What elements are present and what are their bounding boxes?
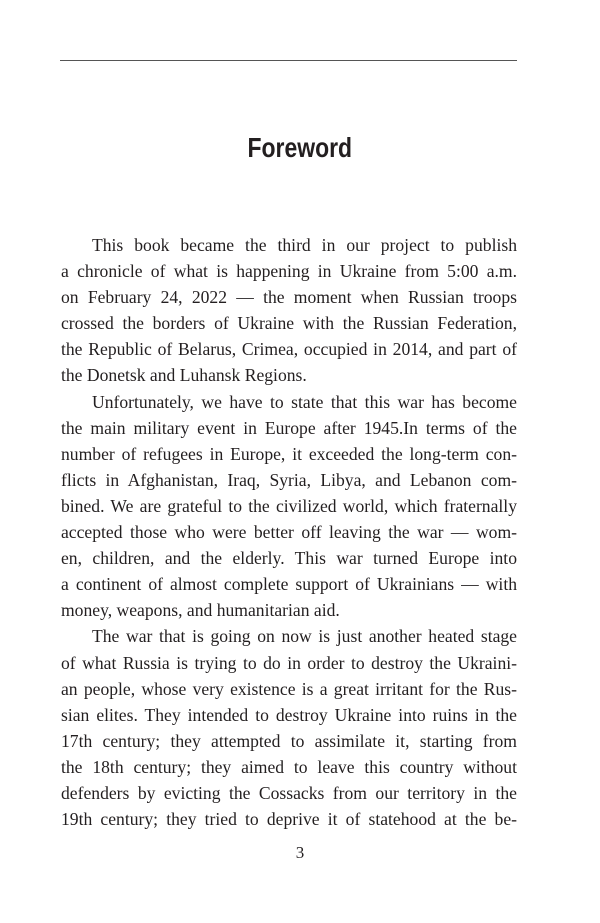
chapter-title-text: Foreword [247, 132, 353, 163]
text-line: The war that is going on now is just another heated stage [92, 626, 517, 647]
text-line: of what Russia is trying to do in order to destroy the Ukraini- [61, 652, 517, 673]
page-number: 3 [295, 843, 305, 862]
text-line: bined. We are grateful to the civilized world, which fraternally [61, 495, 517, 516]
header-rule [60, 60, 517, 61]
paragraph-2 [61, 389, 517, 624]
text-line: This book became the third in our project to publish [92, 235, 517, 255]
text-line: flicts in Afghanistan, Iraq, Syria, Libya, and Lebanon com- [61, 469, 517, 490]
text-line: the Donetsk and Luhansk Regions. [61, 365, 307, 386]
text-line: crossed the borders of Ukraine with the Russian Federation, [61, 313, 517, 334]
body-text [61, 232, 517, 832]
paragraph-3 [61, 623, 517, 832]
text-line: 17th century; they attempted to assimilate it, starting from [61, 730, 517, 751]
text-line: an people, whose very existence is a great irritant for the Rus- [61, 678, 517, 699]
text-line: 19th century; they tried to deprive it of statehood at the be- [61, 809, 517, 830]
text-line: Unfortunately, we have to state that this war has become [92, 391, 517, 412]
text-line: accepted those who were better off leaving the war — wom- [61, 522, 517, 543]
text-line: en, children, and the elderly. This war turned Europe into [61, 548, 517, 569]
text-line: number of refugees in Europe, it exceeded the long-term con- [61, 443, 517, 464]
paragraph-1 [61, 232, 517, 389]
text-line: the 18th century; they aimed to leave this country without [61, 756, 517, 777]
text-line: on February 24, 2022 — the moment when Russian troops [61, 287, 517, 308]
chapter-title [0, 132, 600, 164]
text-line: money, weapons, and humanitarian aid. [61, 600, 340, 621]
text-line: defenders by evicting the Cossacks from our territory in the [61, 782, 517, 803]
text-line: the main military event in Europe after 1945.In terms of the [61, 417, 517, 438]
text-line: a chronicle of what is happening in Ukraine from 5:00 a.m. [61, 261, 517, 282]
text-line: a continent of almost complete support of Ukrainians — with [61, 574, 517, 595]
text-line: sian elites. They intended to destroy Ukraine into ruins in the [61, 704, 517, 725]
text-line: the Republic of Belarus, Crimea, occupied in 2014, and part of [61, 339, 517, 360]
